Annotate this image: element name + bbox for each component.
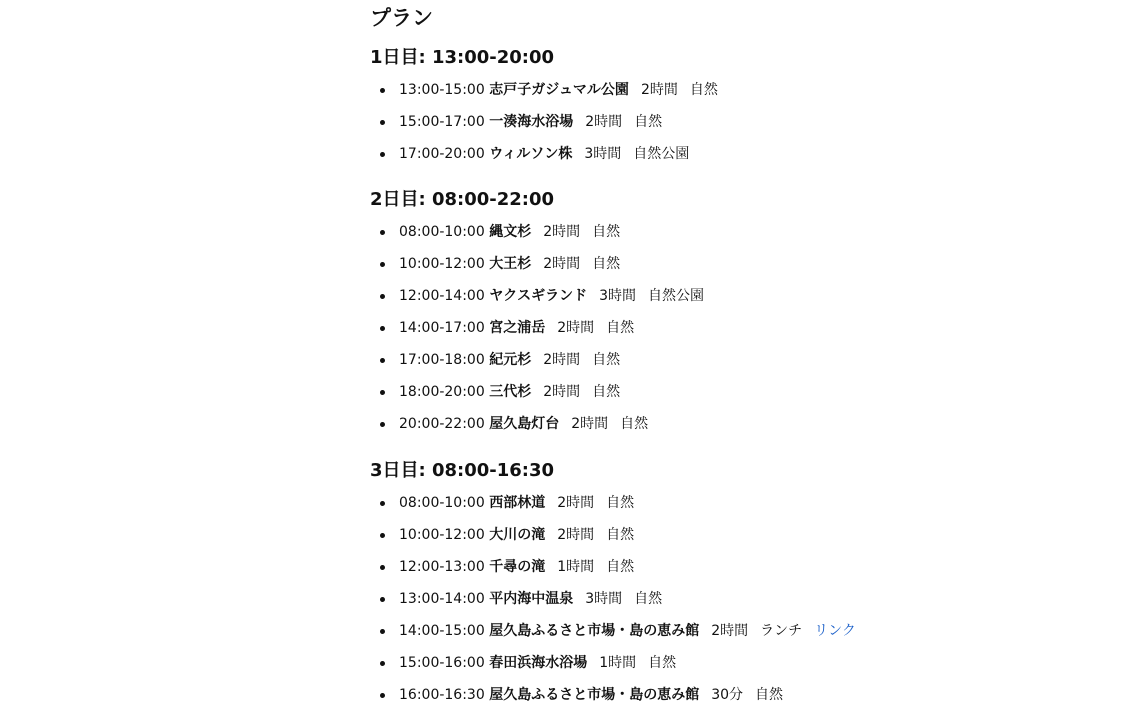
item-category: 自然 (606, 559, 635, 575)
plan-item (370, 685, 990, 717)
item-duration: 30分 (711, 687, 744, 703)
bullet-icon (380, 533, 385, 538)
item-place: 屋久島ふるさと市場・島の恵み館 (489, 687, 700, 703)
page-title: プラン (370, 6, 433, 30)
item-category: 自然 (592, 224, 621, 240)
item-time: 14:00-15:00 (399, 623, 485, 639)
item-category: 自然 (634, 591, 663, 607)
item-category: 自然 (606, 320, 635, 336)
plan-item (370, 653, 990, 685)
item-category: 自然公園 (633, 146, 690, 162)
item-place: 紀元杉 (489, 352, 532, 368)
day-section (370, 46, 990, 176)
item-place: 屋久島灯台 (489, 416, 560, 432)
bullet-icon (380, 501, 385, 506)
item-duration: 2時間 (557, 320, 595, 336)
item-category: ランチ (760, 623, 803, 639)
item-duration: 3時間 (584, 146, 622, 162)
item-category: 自然公園 (648, 288, 704, 304)
item-duration: 2時間 (557, 527, 595, 543)
item-duration: 2時間 (585, 114, 623, 130)
bullet-icon (380, 358, 385, 363)
item-category: 自然 (648, 655, 677, 671)
item-duration: 3時間 (599, 288, 636, 304)
item-time: 15:00-17:00 (399, 114, 485, 130)
item-time: 10:00-12:00 (399, 256, 485, 272)
item-time: 13:00-15:00 (399, 82, 485, 98)
item-category: 自然 (592, 384, 621, 400)
item-duration: 3時間 (585, 591, 623, 607)
item-place: 西部林道 (489, 495, 546, 511)
item-time: 17:00-18:00 (399, 352, 485, 368)
bullet-icon (380, 326, 385, 331)
day-title: 2日目: 08:00-22:00 (370, 189, 555, 210)
item-category: 自然 (606, 527, 635, 543)
item-time: 14:00-17:00 (399, 320, 485, 336)
item-place: 宮之浦岳 (489, 320, 546, 336)
item-place: 志戸子ガジュマル公園 (489, 82, 629, 98)
plan-item (370, 382, 990, 414)
plan-item-list (370, 493, 990, 717)
bullet-icon (380, 661, 385, 666)
item-duration: 2時間 (640, 82, 678, 98)
item-duration: 2時間 (543, 224, 581, 240)
item-place: 大川の滝 (489, 527, 546, 543)
item-duration: 2時間 (557, 495, 595, 511)
plan-item (370, 525, 990, 557)
item-time: 15:00-16:00 (399, 655, 485, 671)
item-category: 自然 (592, 352, 621, 368)
plan-item-list (370, 80, 990, 176)
plan-item (370, 254, 990, 286)
bullet-icon (380, 597, 385, 602)
item-place: ヤクスギランド (489, 288, 588, 304)
item-duration: 2時間 (711, 623, 749, 639)
item-place: 春田浜海水浴場 (489, 655, 588, 671)
bullet-icon (380, 88, 385, 93)
item-category: 自然 (620, 416, 649, 432)
item-category: 自然 (755, 687, 784, 703)
item-place: 三代杉 (489, 384, 532, 400)
item-category: 自然 (606, 495, 635, 511)
bullet-icon (380, 294, 385, 299)
plan-item (370, 286, 990, 318)
item-category: 自然 (592, 256, 621, 272)
bullet-icon (380, 422, 385, 427)
item-time: 13:00-14:00 (399, 591, 485, 607)
item-place: 縄文杉 (489, 224, 532, 240)
plan-item (370, 80, 990, 112)
item-time: 08:00-10:00 (399, 495, 485, 511)
plan-item (370, 350, 990, 382)
item-category: 自然 (634, 114, 663, 130)
day-title: 1日目: 13:00-20:00 (370, 47, 555, 68)
item-place: 大王杉 (489, 256, 532, 272)
item-duration: 1時間 (599, 655, 637, 671)
plan-item (370, 112, 990, 144)
bullet-icon (380, 629, 385, 634)
item-place: 一湊海水浴場 (489, 114, 574, 130)
item-time: 12:00-14:00 (399, 288, 485, 304)
item-place: ウィルソン株 (489, 146, 573, 162)
item-duration: 2時間 (543, 256, 581, 272)
item-duration: 1時間 (557, 559, 595, 575)
plan-item-list (370, 222, 990, 446)
item-duration: 2時間 (543, 352, 581, 368)
bullet-icon (380, 693, 385, 698)
plan-item (370, 318, 990, 350)
item-link[interactable]: リンク (814, 623, 856, 639)
plan-item (370, 589, 990, 621)
item-duration: 2時間 (543, 384, 581, 400)
plan-item (370, 557, 990, 589)
day-section (370, 188, 990, 446)
plan-item (370, 621, 990, 653)
day-section (370, 459, 990, 717)
plan-item (370, 222, 990, 254)
item-time: 08:00-10:00 (399, 224, 485, 240)
item-time: 10:00-12:00 (399, 527, 485, 543)
day-title: 3日目: 08:00-16:30 (370, 460, 555, 481)
item-place: 平内海中温泉 (489, 591, 574, 607)
item-time: 16:00-16:30 (399, 687, 485, 703)
item-time: 18:00-20:00 (399, 384, 485, 400)
item-time: 12:00-13:00 (399, 559, 485, 575)
bullet-icon (380, 152, 385, 157)
item-place: 千尋の滝 (489, 559, 546, 575)
item-time: 20:00-22:00 (399, 416, 485, 432)
plan-item (370, 493, 990, 525)
bullet-icon (380, 120, 385, 125)
item-place: 屋久島ふるさと市場・島の恵み館 (489, 623, 700, 639)
bullet-icon (380, 230, 385, 235)
item-category: 自然 (689, 82, 718, 98)
plan-item (370, 144, 990, 176)
item-duration: 2時間 (571, 416, 609, 432)
item-time: 17:00-20:00 (399, 146, 485, 162)
bullet-icon (380, 390, 385, 395)
plan-item (370, 414, 990, 446)
bullet-icon (380, 565, 385, 570)
bullet-icon (380, 262, 385, 267)
